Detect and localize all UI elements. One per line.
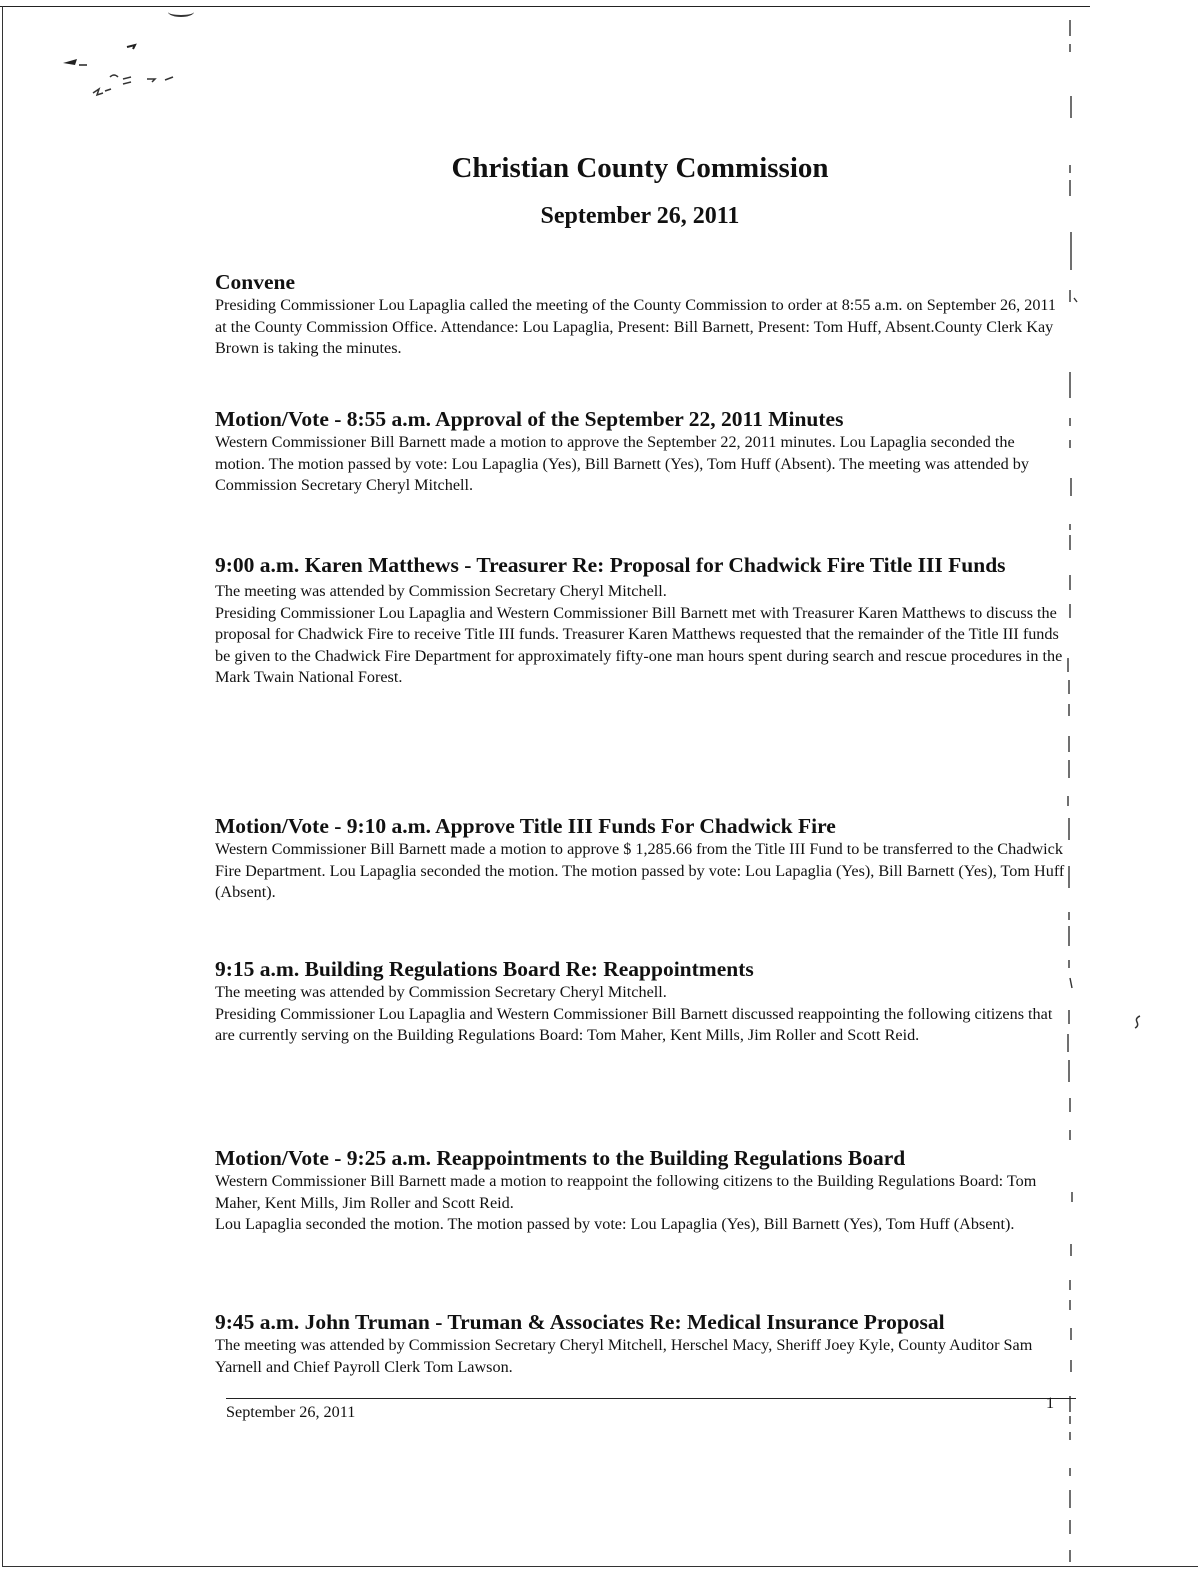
section-approve-title-iii [215,814,1067,904]
document-date: September 26, 2011 [540,203,740,229]
section-building-board [215,957,1067,1047]
document-title: Christian County Commission [451,152,829,184]
footer-divider [226,1398,1076,1399]
section-convene [215,270,1067,360]
section-paragraph: Presiding Commissioner Lou Lapaglia and Western Commissioner Bill Barnett discussed reappointing the following citizens that are currently serving on the Building Regulations Board: Tom Maher, Kent Mills, Jim Roller and Scott Reid. [215,1004,1053,1044]
section-heading: 9:15 a.m. Building Regulations Board Re: Reappointments [215,957,754,981]
section-heading: Motion/Vote - 9:25 a.m. Reappointments to the Building Regulations Board [215,1146,906,1170]
page-number: 1 [1046,1394,1055,1412]
footer-date: September 26, 2011 [226,1403,356,1421]
scan-mark [1133,1014,1143,1030]
section-paragraph: Presiding Commissioner Lou Lapaglia called the meeting of the County Commission to order at 8:55 a.m. on September 26, 2011 at the County Commission Office. Attendance: Lou Lapaglia, Present: Bill Barnett, Present: Tom Huff, Absent.County Clerk Kay Brown is taking the minutes. [215,296,1057,357]
section-paragraph: Lou Lapaglia seconded the motion. The motion passed by vote: Lou Lapaglia (Yes), Bill Barnett (Yes), Tom Huff (Absent). [215,1215,1015,1233]
section-heading: Motion/Vote - 8:55 a.m. Approval of the September 22, 2011 Minutes [215,407,844,431]
section-heading: Motion/Vote - 9:10 a.m. Approve Title III Funds For Chadwick Fire [215,814,836,838]
section-paragraph: Presiding Commissioner Lou Lapaglia and Western Commissioner Bill Barnett met with Treasurer Karen Matthews to discuss the proposal for Chadwick Fire to receive Title III funds. Treasurer Karen Matthews requested that the remainder of the Title III funds be given to the Chadwick Fire Department for approximately fifty-one man hours spent during search and rescue procedures in the Mark Twain National Forest. [215,603,1063,686]
bottom-border-line [2,1566,1198,1567]
section-heading: 9:00 a.m. Karen Matthews - Treasurer Re: Proposal for Chadwick Fire Title III Funds [215,553,1006,577]
section-medical-insurance [215,1310,1067,1378]
section-paragraph: The meeting was attended by Commission Secretary Cheryl Mitchell. [215,983,667,1001]
section-paragraph: The meeting was attended by Commission Secretary Cheryl Mitchell, Herschel Macy, Sheriff Joey Kyle, County Auditor Sam Yarnell and Chief Payroll Clerk Tom Lawson. [215,1336,1033,1376]
section-paragraph: The meeting was attended by Commission Secretary Cheryl Mitchell. [215,582,667,600]
section-chadwick-fire-proposal [215,550,1067,689]
scan-mark [168,7,194,17]
section-approval-minutes [215,407,1067,497]
section-reappointments-vote [215,1146,1067,1236]
section-paragraph: Western Commissioner Bill Barnett made a motion to reappoint the following citizens to the Building Regulations Board: Tom Maher, Kent Mills, Jim Roller and Scott Reid. [215,1172,1037,1212]
section-paragraph: Western Commissioner Bill Barnett made a motion to approve $ 1,285.66 from the Title III Fund to be transferred to the Chadwick Fire Department. Lou Lapaglia seconded the motion. The motion passed by vote: Lou Lapaglia (Yes), Bill Barnett (Yes), Tom Huff (Absent). [215,840,1065,901]
top-border-line [0,6,1090,7]
section-heading: 9:45 a.m. John Truman - Truman & Associates Re: Medical Insurance Proposal [215,1310,945,1334]
section-heading: Convene [215,270,296,294]
section-paragraph: Western Commissioner Bill Barnett made a motion to approve the September 22, 2011 minutes. Lou Lapaglia seconded the motion. The motion passed by vote: Lou Lapaglia (Yes), Bill Barnett (Yes), Tom Huff (Absent). The meeting was attended by Commission Secretary Cheryl Mitchell. [215,433,1029,494]
left-border-line [2,6,3,1566]
scan-specks [55,35,195,115]
